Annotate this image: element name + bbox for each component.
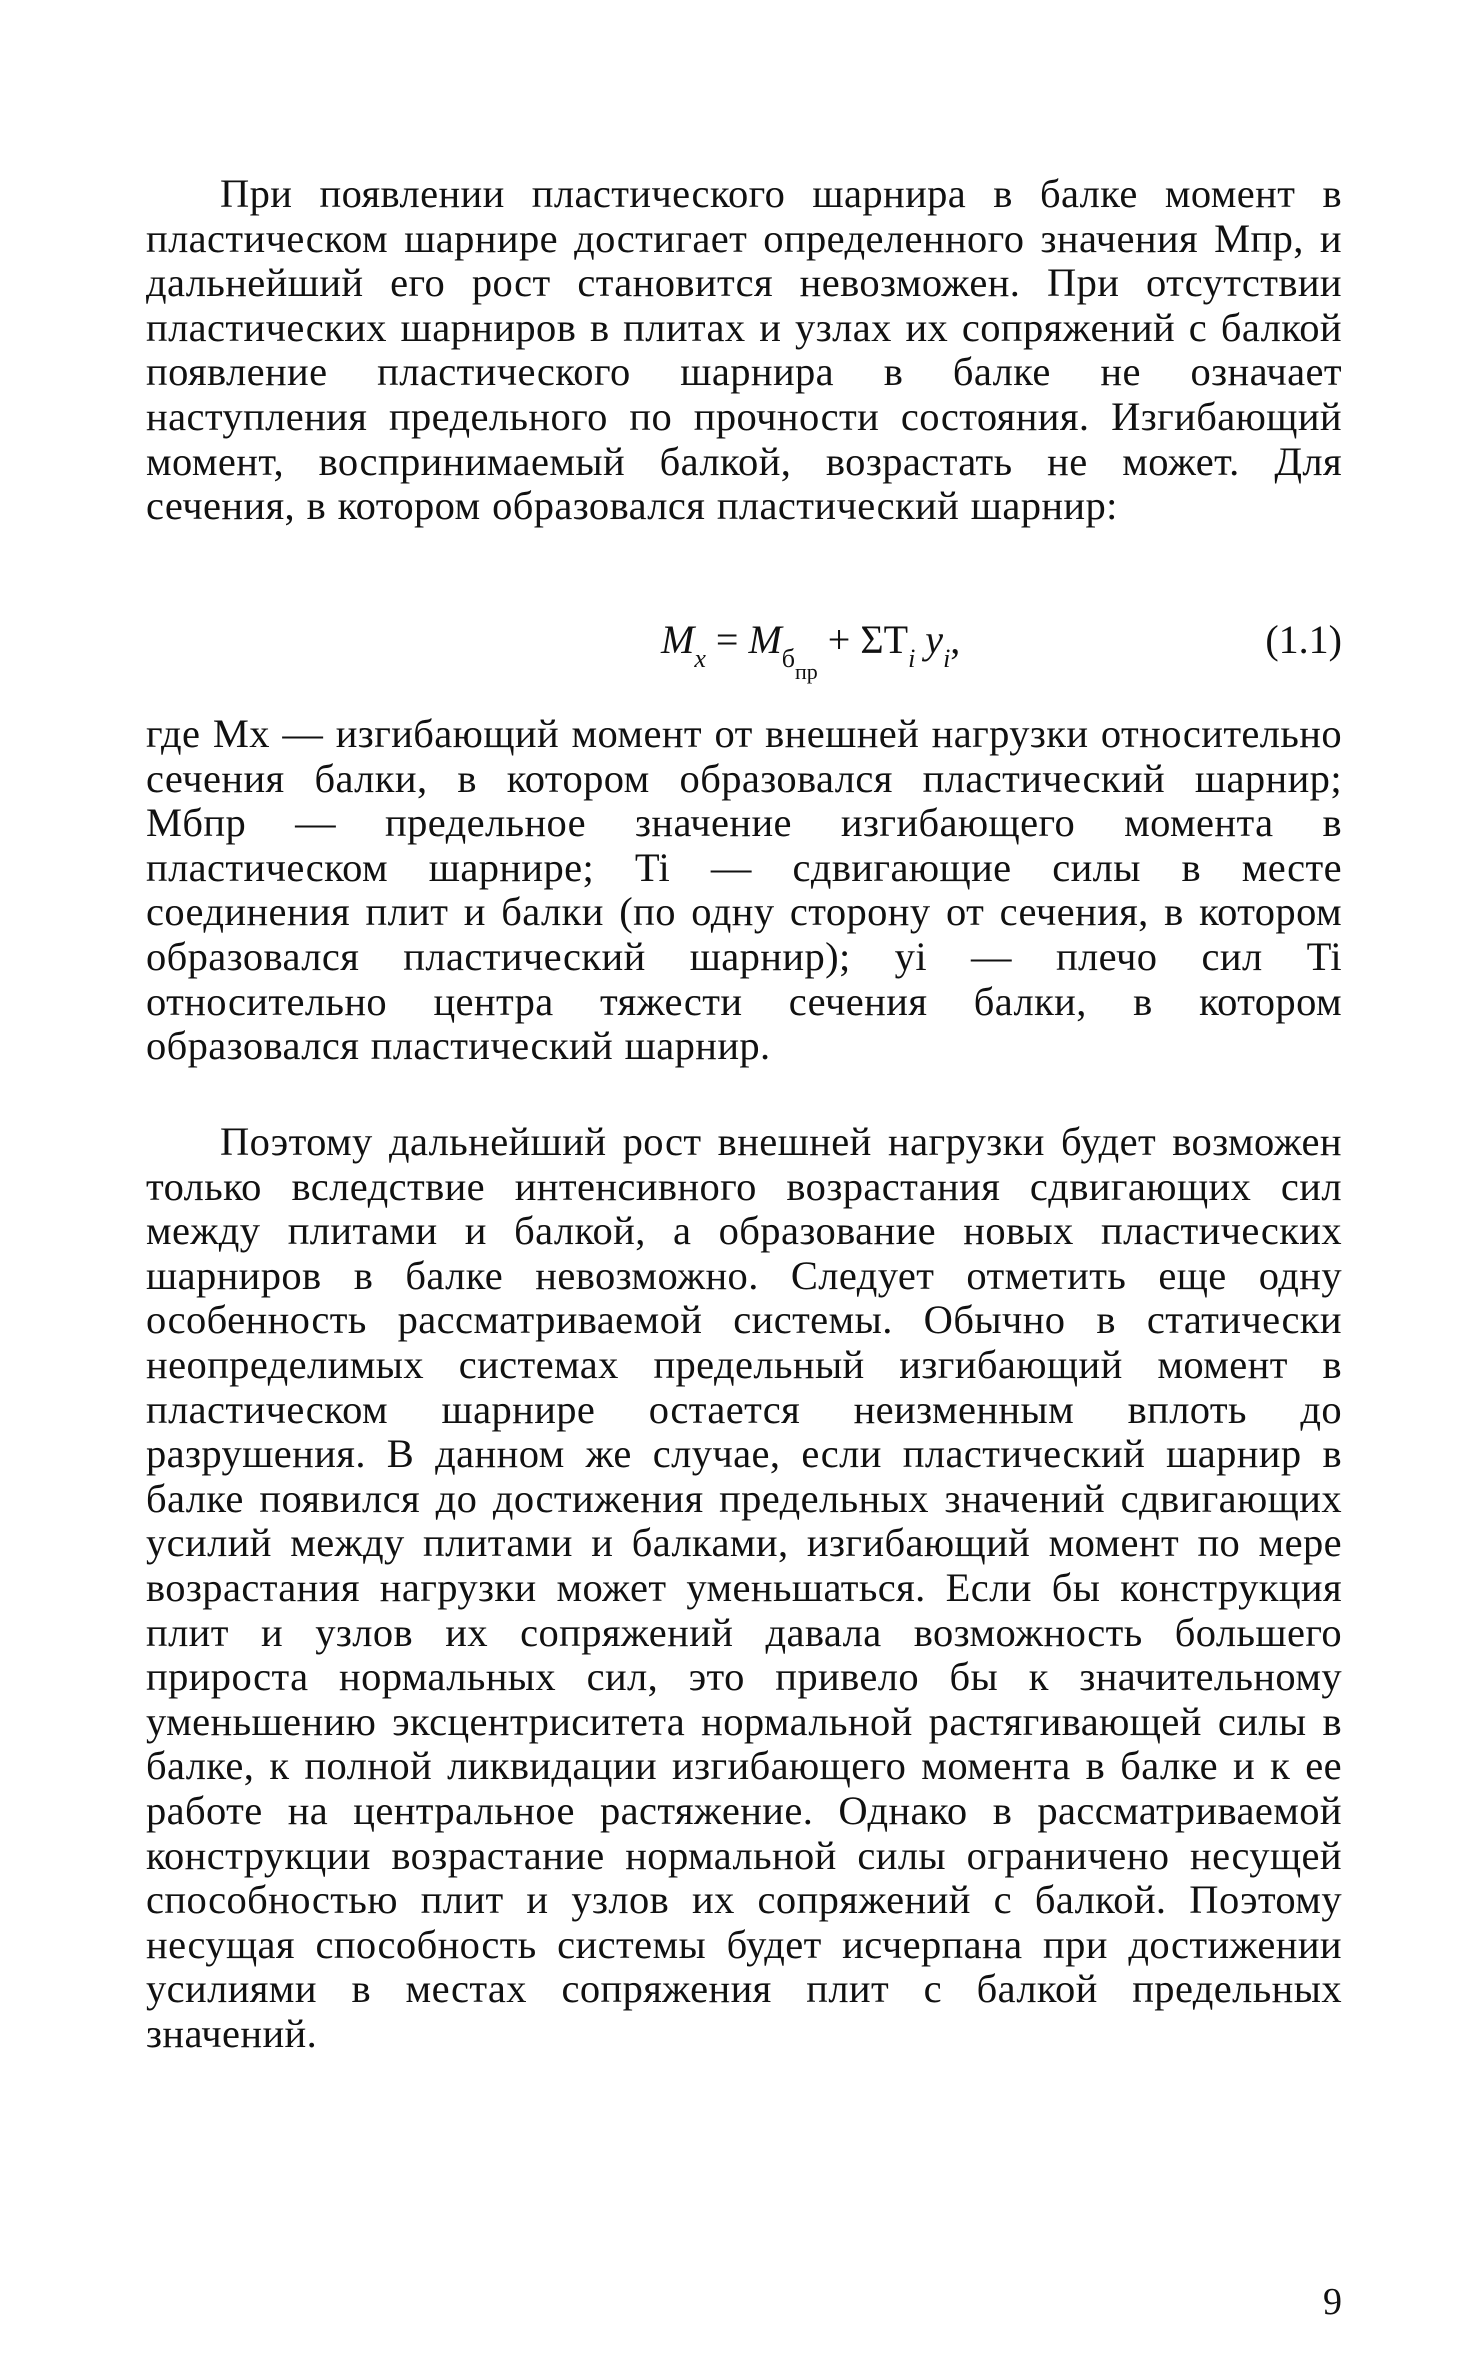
formula-1-1 [146, 616, 1342, 686]
paragraph-1: При появлении пластического шарнира в балке момент в пластическом шарнире достигает определенного значения Mпр, и дальнейший его рост становится невозможен. При отсутствии пластических шарниров в плитах и узлах их сопряжений с балкой появление пластического шарнира в балке не означает наступления предельного по прочности состояния. Изгибающий момент, воспринимаемый балкой, возрастать не может. Для сечения, в котором образовался пластический шарнир: [146, 171, 1342, 529]
formula-number: (1.1) [1265, 617, 1342, 662]
formula-t-sub: i [908, 644, 916, 673]
formula-m: M [748, 617, 782, 662]
paragraph-3: Поэтому дальнейший рост внешней нагрузки будет возможен только вследствие интенсивного возрастания сдвигающих сил между плитами и балкой, а образование новых пластических шарниров в балке невозможно. Следует отметить еще одну особенность рассматриваемой системы. Обычно в статически неопределимых системах предельный изгибающий момент в пластическом шарнире остается неизменным вплоть до разрушения. В данном же случае, если пластический шарнир в балке появился до достижения предельных значений сдвигающих усилий между плитами и балками, изгибающий момент по мере возрастания нагрузки может уменьшаться. Если бы конструкция плит и узлов их сопряжений давала возможность большего прироста нормальных сил, это привело бы к значительному уменьшению эксцентриситета нормальной растягивающей силы в балке, к полной ликвидации изгибающего момента в балке и к ее работе на центральное растяжение. Однако в рассматриваемой конструкции возрастание нормальной силы ограничено несущей способностью плит и узлов их сопряжений с балкой. Поэтому несущая способность системы будет исчерпана при достижении усилиями в местах сопряжения плит с балкой предельных значений. [146, 1119, 1342, 2056]
formula-tail: , [950, 617, 961, 662]
formula-sum: + ΣT [817, 617, 909, 662]
paragraph-2: где Mx — изгибающий момент от внешней нагрузки относительно сечения балки, в котором образовался пластический шарнир; Mбпр — предельное значение изгибающего момента в пластическом шарнире; Ti — сдвигающие силы в месте соединения плит и балки (по одну сторону от сечения, в котором образовался пластический шарнир); yi — плечо сил Ti относительно центра тяжести сечения балки, в котором образовался пластический шарнир. [146, 711, 1342, 1069]
formula-lhs: M [661, 617, 695, 662]
formula-equals: = [705, 617, 749, 662]
formula-m-sub2: пр [795, 659, 818, 684]
formula-expression [661, 616, 960, 685]
formula-y-sub: i [943, 644, 951, 673]
formula-lhs-sub: x [694, 644, 706, 673]
formula-m-sub: б [781, 644, 795, 673]
formula-y: y [915, 617, 944, 662]
page-number: 9 [1323, 2281, 1342, 2323]
